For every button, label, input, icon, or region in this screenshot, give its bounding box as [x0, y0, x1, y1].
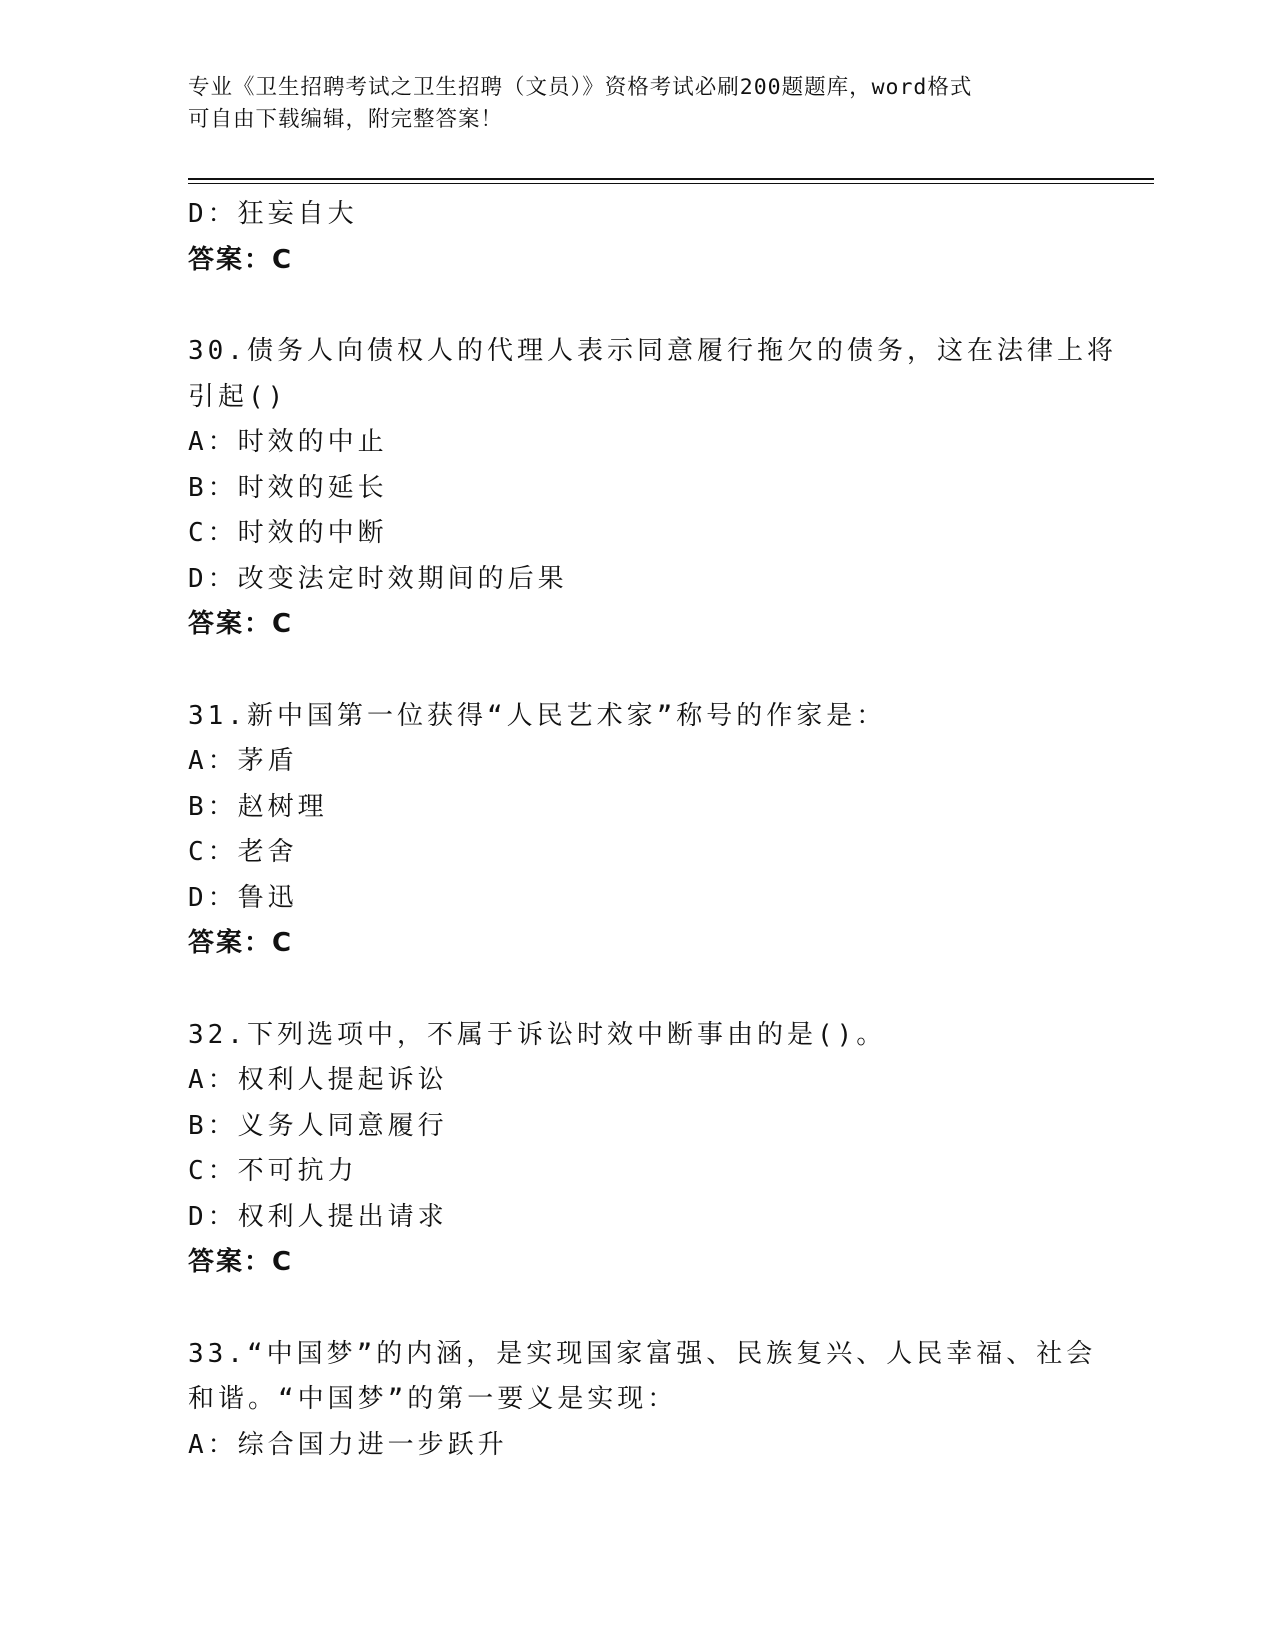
option-d: D：改变法定时效期间的后果: [188, 563, 568, 594]
header-line-1: 专业《卫生招聘考试之卫生招聘（文员）》资格考试必刷200题题库，word格式: [188, 75, 973, 100]
question-30: [188, 329, 1117, 648]
option-d: D：鲁迅: [188, 882, 298, 913]
spacer: [188, 283, 1088, 329]
previous-question-tail: [188, 192, 1088, 283]
answer-line: 答案：C: [188, 1247, 294, 1277]
option-d: D：狂妄自大: [188, 199, 358, 229]
document-header: [188, 72, 1088, 136]
question-text: 30.债务人向债权人的代理人表示同意履行拖欠的债务，这在法律上将: [188, 336, 1117, 366]
question-text: 32.下列选项中，不属于诉讼时效中断事由的是()。: [188, 1019, 887, 1050]
answer-line: 答案：C: [188, 244, 294, 275]
option-b: B：义务人同意履行: [188, 1110, 448, 1141]
spacer: [188, 967, 1088, 1013]
option-a: A：茅盾: [188, 746, 298, 776]
question-list: [188, 192, 1117, 1468]
question-text: 31.新中国第一位获得“人民艺术家”称号的作家是：: [188, 700, 887, 731]
option-b: B：赵树理: [188, 791, 328, 822]
option-b: B：时效的延长: [188, 472, 388, 503]
question-32: [188, 1013, 1088, 1286]
question-31: [188, 694, 1088, 967]
option-c: C：时效的中断: [188, 518, 388, 548]
option-a: A：权利人提起诉讼: [188, 1065, 448, 1095]
header-divider: [188, 178, 1154, 180]
answer-line: 答案：C: [188, 609, 294, 639]
spacer: [188, 1286, 1088, 1332]
option-c: C：老舍: [188, 837, 298, 867]
answer-line: 答案：C: [188, 928, 294, 958]
option-c: C：不可抗力: [188, 1156, 358, 1186]
option-a: A：时效的中止: [188, 427, 388, 457]
header-divider-thin: [188, 183, 1154, 184]
question-text-cont: 引起(): [188, 381, 288, 412]
question-33: [188, 1332, 1097, 1469]
option-d: D：权利人提出请求: [188, 1201, 448, 1232]
spacer: [188, 648, 1088, 694]
option-a: A：综合国力进一步跃升: [188, 1429, 508, 1460]
question-text-cont: 和谐。“中国梦”的第一要义是实现：: [188, 1384, 678, 1414]
header-line-2: 可自由下载编辑，附完整答案！: [188, 107, 504, 132]
question-text: 33.“中国梦”的内涵，是实现国家富强、民族复兴、人民幸福、社会: [188, 1338, 1097, 1369]
